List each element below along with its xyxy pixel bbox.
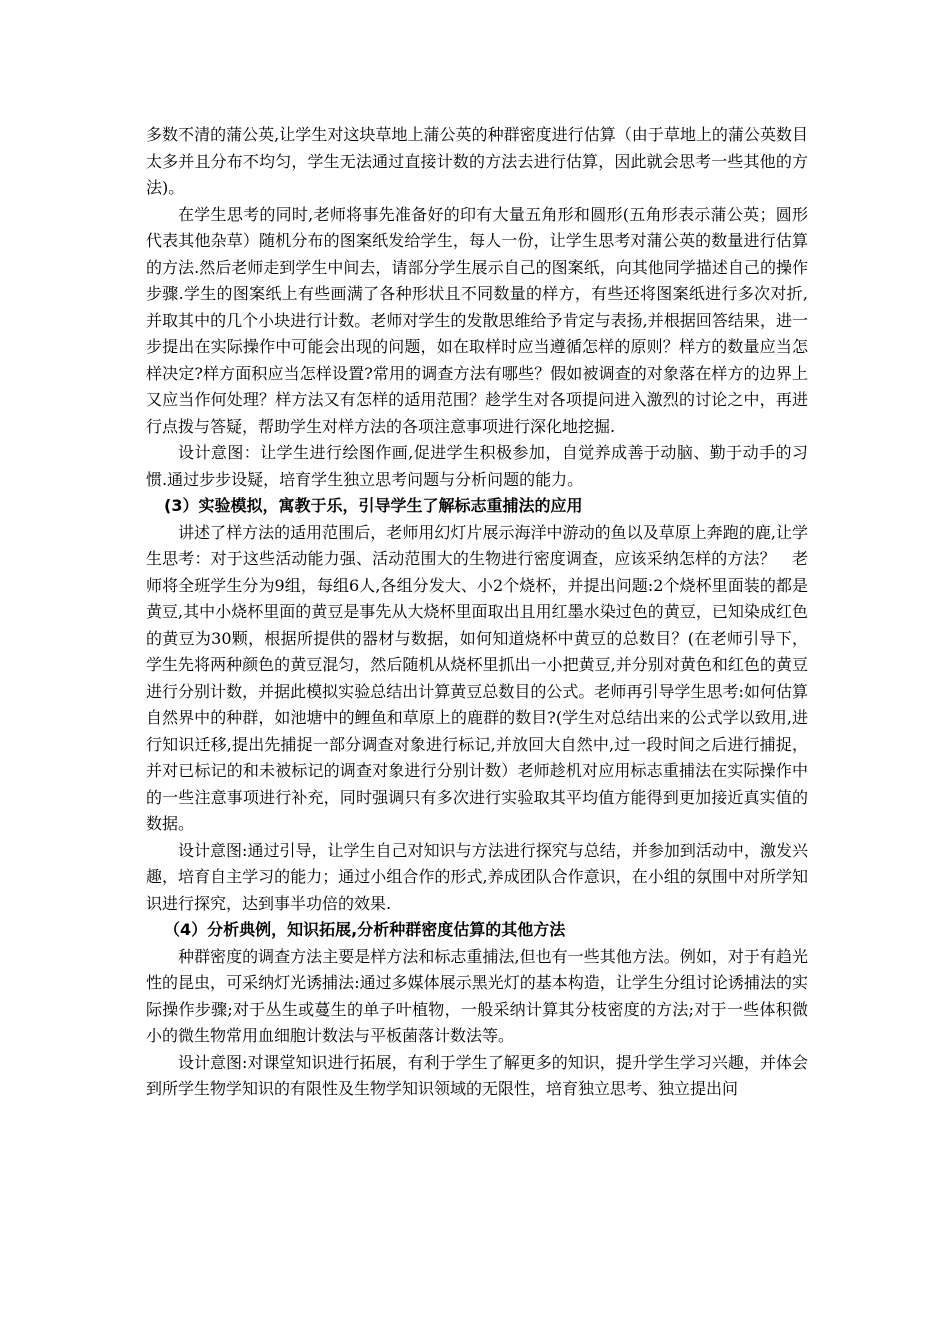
- paragraph-continuation: 多数不清的蒲公英,让学生对这块草地上蒲公英的种群密度进行估算（由于草地上的蒲公英数目太多并且分布不均匀，学生无法通过直接计数的方法去进行估算，因此就会思考一些其他的方法)。: [146, 125, 808, 197]
- paragraph-design-intent-2: 设计意图:通过引导，让学生自己对知识与方法进行探究与总结，并参加到活动中，激发兴趣，培育自主学习的能力；通过小组合作的形式,养成团队合作意识，在小组的氛围中对所学知识进行探究，达到事半功倍的效果.: [146, 840, 808, 913]
- document-page: [146, 122, 808, 1103]
- paragraph-teacher-activity: 在学生思考的同时,老师将事先准备好的印有大量五角形和圆形(五角形表示蒲公英；圆形代表其他杂草）随机分布的图案纸发给学生，每人一份，让学生思考对蒲公英的数量进行估算的方法.然后老师走到学生中间去，请部分学生展示自己的图案纸，向其他同学描述自己的操作步骤.学生的图案纸上有些画满了各种形状且不同数量的样方，有些还将图案纸进行多次对折,并取其中的几个小块进行计数。老师对学生的发散思维给予肯定与表扬,并根据回答结果，进一步提出在实际操作中可能会出现的问题，如在取样时应当遵循怎样的原则？样方的数量应当怎样决定?样方面积应当怎样设置?常用的调查方法有哪些？假如被调查的对象落在样方的边界上又应当作何处理？样方法又有怎样的适用范围？趁学生对各项提问进入激烈的讨论之中，再进行点拨与答疑，帮助学生对样方法的各项注意事项进行深化地挖掘.: [146, 204, 808, 436]
- paragraph-mark-recapture: 讲述了样方法的适用范围后，老师用幻灯片展示海洋中游动的鱼以及草原上奔跑的鹿,让学生思考：对于这些活动能力强、活动范围大的生物进行密度调查，应该采纳怎样的方法？ 老师将全班学生分为9组，每组6人,各组分发大、小2个烧杯，并提出问题:2个烧杯里面装的都是黄豆,其中小烧杯里面的黄豆是事先从大烧杯里面取出且用红墨水染过色的黄豆，已知染成红色的黄豆为30颗，根据所提供的器材与数据，如何知道烧杯中黄豆的总数目？(在老师引导下，学生先将两种颜色的黄豆混匀，然后随机从烧杯里抓出一小把黄豆,并分别对黄色和红色的黄豆进行分别计数，并据此模拟实验总结出计算黄豆总数目的公式。老师再引导学生思考:如何估算自然界中的种群，如池塘中的鲤鱼和草原上的鹿群的数目?(学生对总结出来的公式学以致用,进行知识迁移,提出先捕捉一部分调查对象进行标记,并放回大自然中,过一段时间之后进行捕捉，并对已标记的和未被标记的调查对象进行分别计数）老师趁机对应用标志重捕法在实际操作中的一些注意事项进行补充，同时强调只有多次进行实验取其平均值方能得到更加接近真实值的数据。: [146, 522, 808, 833]
- paragraph-design-intent-3: 设计意图:对课堂知识进行拓展，有利于学生了解更多的知识，提升学生学习兴趣，并体会到所学生物学知识的有限性及生物学知识领域的无限性，培育独立思考、独立提出问: [146, 1052, 808, 1098]
- paragraph-design-intent-1: 设计意图：让学生进行绘图作画,促进学生积极参加，自觉养成善于动脑、勤于动手的习惯.通过步步设疑，培育学生独立思考问题与分析问题的能力。: [146, 443, 808, 489]
- section-heading-4: （4）分析典例，知识拓展,分析种群密度估算的其他方法: [164, 920, 566, 939]
- section-heading-3: (3）实验模拟，寓教于乐，引导学生了解标志重捕法的应用: [164, 496, 583, 515]
- paragraph-other-methods: 种群密度的调查方法主要是样方法和标志重捕法,但也有一些其他方法。例如，对于有趋光性的昆虫，可采纳灯光诱捕法:通过多媒体展示黑光灯的基本构造，让学生分组讨论诱捕法的实际操作步骤;对于丛生或蔓生的单子叶植物，一般采纳计算其分枝密度的方法;对于一些体积微小的微生物常用血细胞计数法与平板菌落计数法等。: [146, 946, 808, 1045]
